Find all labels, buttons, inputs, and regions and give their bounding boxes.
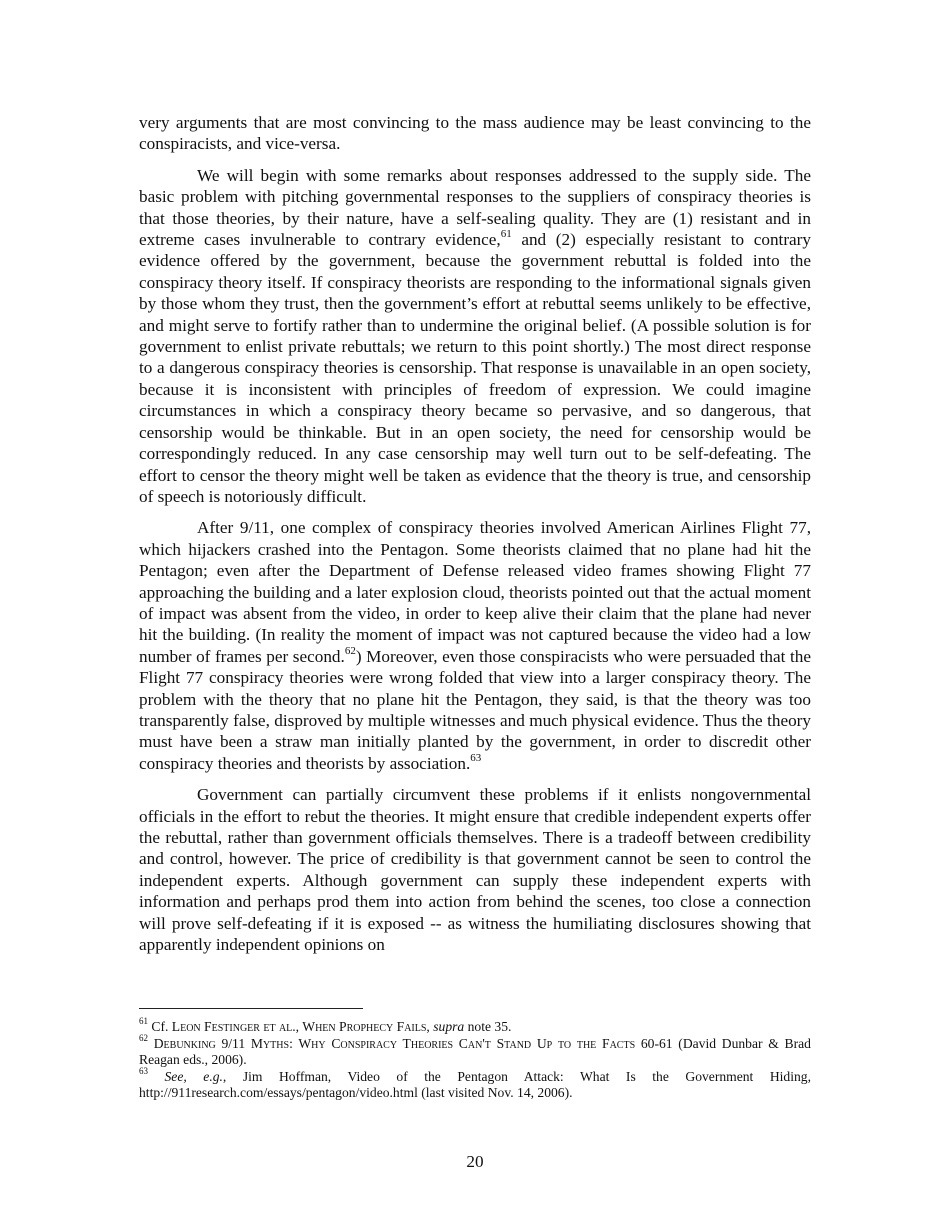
footnote-citation: Leon Festinger et al., When Prophecy Fails, [171, 1019, 430, 1034]
footnote-text: note 35. [464, 1019, 512, 1034]
paragraph-3 [139, 517, 811, 774]
paragraph-2 [139, 165, 811, 508]
footnotes [139, 1008, 811, 1102]
footnote-signal: See, e.g. [148, 1068, 223, 1084]
footnote-ref-62[interactable]: 62 [344, 645, 356, 658]
footnote-citation: Debunking 9/11 Myths: Why Conspiracy Theories Can't Stand Up to the Facts [148, 1035, 636, 1051]
paragraph-3-text-a: After 9/11, one complex of conspiracy theories involved American Airlines Flight 77, which hijackers crashed into the Pentagon. Some theorists claimed that no plane had hit the Pentagon; even after the Department of Defense released video frames showing Flight 77 approaching the building and a later explosion cloud, theorists pointed out that the actual moment of impact was absent from the video, in order to keep alive their claim that the plane had never hit the building. (In reality the moment of impact was not captured because the video had a low number of frames per second. [139, 518, 811, 666]
paragraph-4: Government can partially circumvent these problems if it enlists nongovernmental officials in the effort to rebut the theories. It might ensure that credible independent experts offer the rebuttal, rather than government officials themselves. There is a tradeoff between credibility and control, however. The price of credibility is that government cannot be seen to control the independent experts. Although government can supply these independent experts with information and perhaps prod them into action from behind the scenes, too close a connection will prove self-defeating if it is exposed -- as witness the humiliating disclosures showing that apparently independent opinions on [139, 785, 811, 955]
paragraph-2-text-b: and (2) especially resistant to contrary evidence offered by the government, because the government rebuttal is folded into the conspiracy theory itself. If conspiracy theorists are responding to the informational signals given by those whom they trust, then the government’s effort at rebuttal seems unlikely to be effective, and might serve to fortify rather than to undermine the original belief. (A possible solution is for government to enlist private rebuttals; we return to this point shortly.) The most direct response to a dangerous conspiracy theories is censorship. That response is unavailable in an open society, because it is inconsistent with principles of freedom of expression. We could imagine circumstances in which a conspiracy theory became so pervasive, and so dangerous, that censorship would be thinkable. But in an open society, the need for censorship would be correspondingly reduced. In any case censorship may well turn out to be self-defeating. The effort to censor the theory might well be taken as evidence that the theory is true, and censorship of speech is notoriously difficult. [139, 230, 812, 506]
footnote-number: 63 [139, 1066, 148, 1077]
paragraph-1: very arguments that are most convincing to the mass audience may be least convincing to the conspiracists, and vice-versa. [139, 113, 811, 154]
footnote-signal: supra [433, 1019, 465, 1034]
footnote-number: 61 [139, 1016, 148, 1027]
page-number: 20 [466, 1152, 484, 1171]
footnote-ref-63[interactable]: 63 [470, 752, 482, 765]
paragraph-2-text-a: We will begin with some remarks about responses addressed to the supply side. The basic problem with pitching governmental responses to the suppliers of conspiracy theories is that those theories, by their nature, have a self-sealing quality. They are (1) resistant and in extreme cases invulnerable to contrary evidence, [139, 165, 811, 250]
footnote-text: , Jim Hoffman, Video of the Pentagon Attack: What Is the Government Hiding, http://911research.com/essays/pentagon/video.html (last visited Nov. 14, 2006). [139, 1068, 811, 1101]
main-text [139, 112, 811, 965]
footnote-text: Cf. [148, 1019, 172, 1034]
footnote-63 [139, 1066, 811, 1102]
paragraph-3-text-b: ) Moreover, even those conspiracists who were persuaded that the Flight 77 conspiracy theories were wrong folded that view into a larger conspiracy theory. The problem with the theory that no plane hit the Pentagon, they said, is that the theory was too transparently false, disproved by multiple witnesses and much physical evidence. Thus the theory must have been a straw man initially planted by the government, in order to discredit other conspiracy theories and theorists by association. [139, 646, 811, 773]
footnote-61 [139, 1016, 811, 1036]
footnote-62 [139, 1033, 811, 1069]
footnote-text: 60-61 (David Dunbar & Brad Reagan eds., 2006). [139, 1035, 811, 1068]
footnote-ref-61[interactable]: 61 [500, 228, 512, 241]
footnote-number: 62 [139, 1033, 148, 1044]
footnote-divider [139, 1008, 363, 1009]
